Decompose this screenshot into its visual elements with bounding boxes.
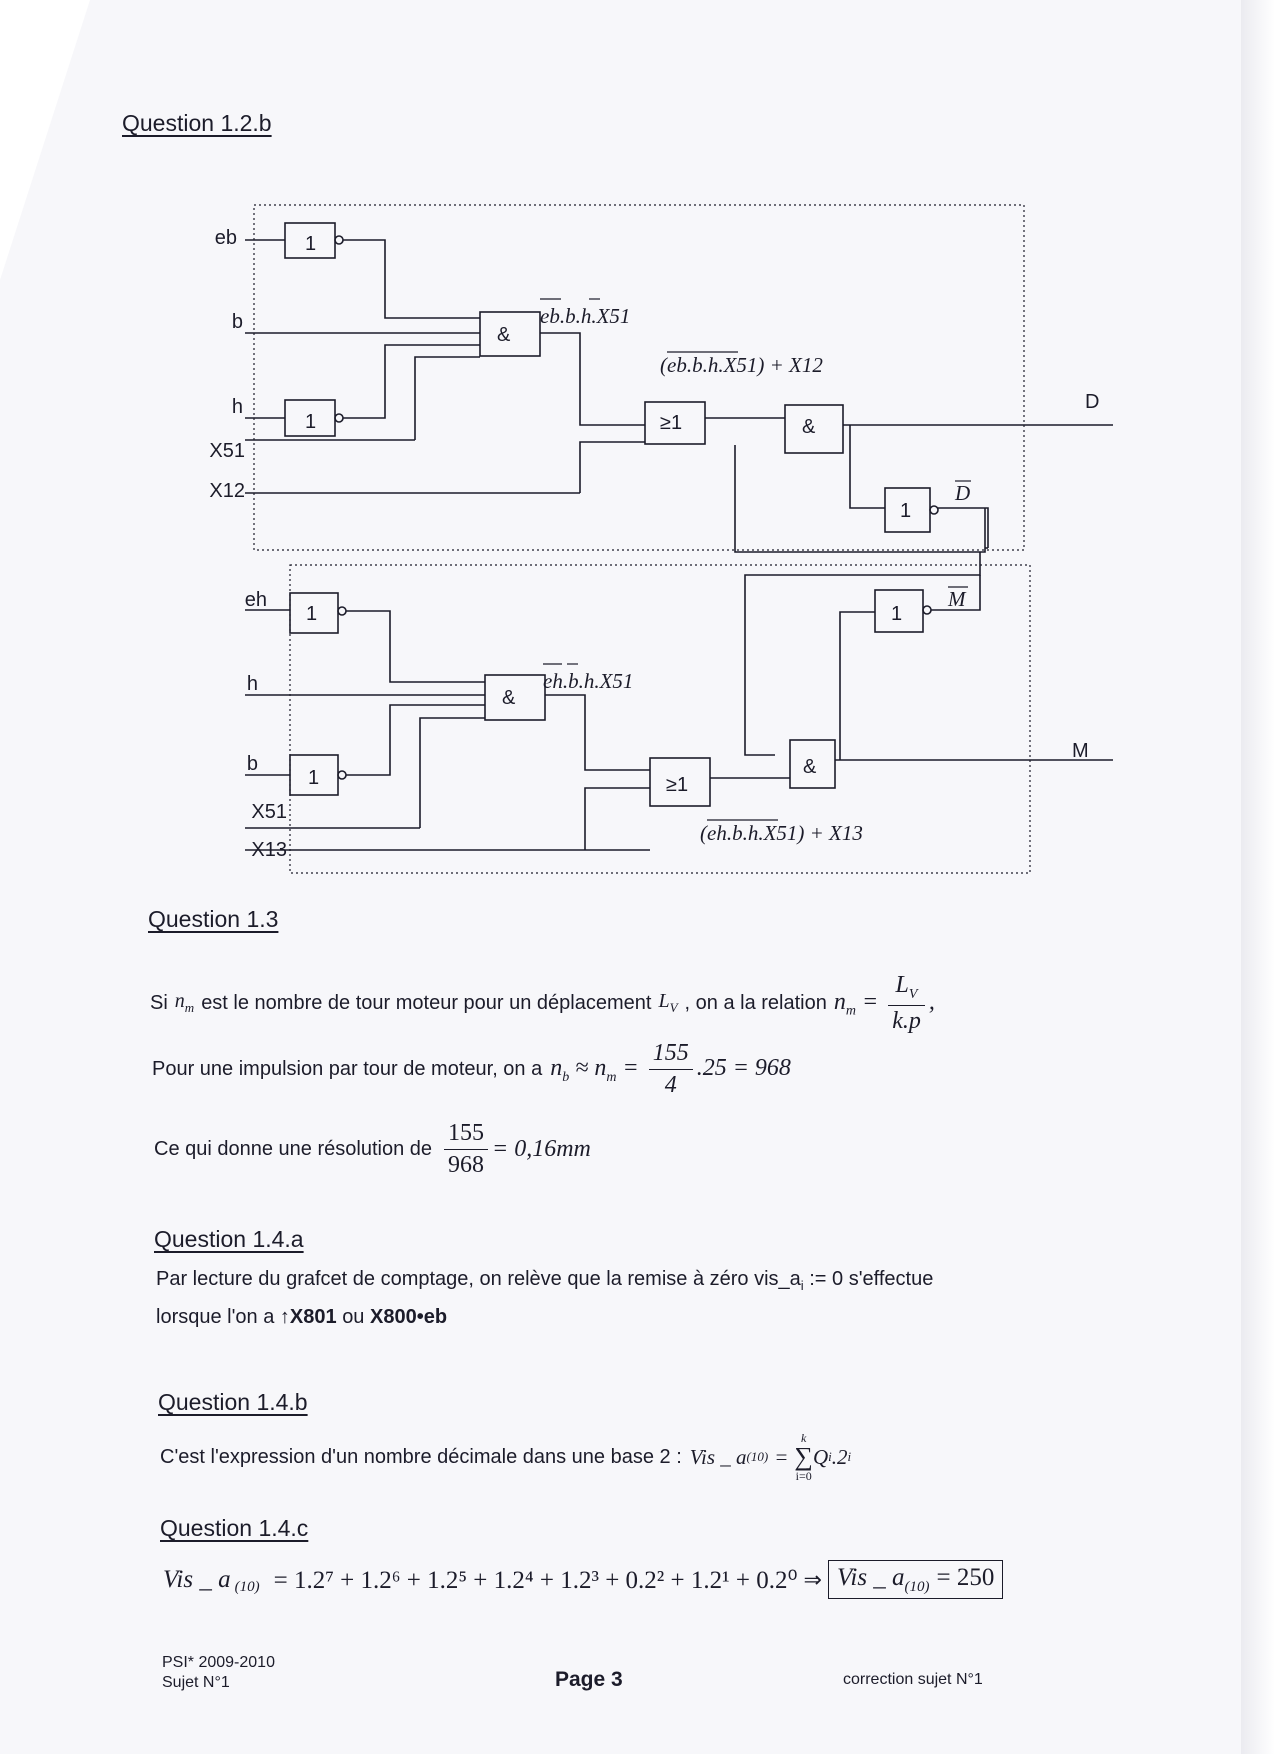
q13-line1-pre: Si	[150, 991, 168, 1014]
q13-line1	[150, 972, 935, 1035]
heading-q14a: Question 1.4.a	[154, 1226, 304, 1252]
not-gate-eb-label: 1	[305, 233, 317, 255]
q13-eq3-fraction: $\frac{155}{968}$	[444, 1120, 488, 1179]
expression-or-1: (eb.b.h.X51) + X12	[660, 353, 823, 377]
not-gate-eh-label: 1	[306, 603, 318, 625]
footer-school: PSI* 2009-2010	[162, 1654, 275, 1671]
q13-line2	[152, 1040, 791, 1099]
not-gate-h-label: 1	[305, 411, 317, 433]
q13-eq3: $\frac{155}{968}$ = 0,16mm	[440, 1120, 591, 1179]
heading-q14b: Question 1.4.b	[158, 1389, 308, 1415]
not-gate-m-label: 1	[891, 603, 903, 625]
q13-line1-mid: est le nombre de tour moteur pour un déplacement	[201, 991, 652, 1014]
q14b-text: C'est l'expression d'un nombre décimale dans une base 2 :	[160, 1445, 682, 1468]
q13-eq1: $n_m$ = $\frac{L_V}{k.p}$ ,	[833, 972, 935, 1034]
output-label-not-m: M	[948, 587, 966, 611]
output-label-d: D	[1085, 391, 1100, 413]
and-gate-3-label: &	[502, 687, 516, 709]
footer-correction: correction sujet N°1	[843, 1671, 983, 1688]
q14a-line2: lorsque l'on a ↑X801 ou X800•eb	[156, 1306, 448, 1328]
output-label-m: M	[1072, 740, 1089, 762]
logic-diagram-m	[245, 552, 1113, 873]
q14b-sum: k ∑ i=0	[794, 1431, 813, 1483]
q13-line3-text: Ce qui donne une résolution de	[154, 1138, 432, 1160]
not-bubble-eh	[338, 607, 346, 615]
heading-q12b: Question 1.2.b	[122, 110, 272, 136]
or-gate-2-label: ≥1	[666, 774, 689, 796]
input-label-h2: h	[246, 673, 258, 695]
diagram-m-frame	[290, 565, 1030, 873]
q13-eq2: $n_b \approx n_m$ = $\frac{155}{4}$ .25 = 968	[550, 1040, 791, 1098]
q14c-result-box: Vis _ $a_{(10)} = 250$	[828, 1560, 1003, 1599]
logic-diagram-d	[245, 205, 1113, 552]
input-label-x51: X51	[209, 440, 245, 462]
not-bubble-eb	[335, 236, 343, 244]
not-gate-d-label: 1	[900, 500, 912, 522]
expression-and-2: eh.b.h.X51	[543, 669, 634, 693]
expression-or-2: (eh.b.h.X51) + X13	[700, 821, 863, 845]
q14a-line1: Par lecture du grafcet de comptage, on relève que la remise à zéro $vis\_a_i$ := 0 s'effectue	[156, 1268, 934, 1293]
footer-subject: Sujet N°1	[162, 1674, 230, 1691]
output-label-not-d: D	[955, 481, 971, 505]
heading-q13: Question 1.3	[148, 906, 279, 932]
q13-line2-text: Pour une impulsion par tour de moteur, on a	[152, 1058, 543, 1080]
q13-eq1-fraction: $\frac{L_V}{k.p}$	[888, 972, 925, 1035]
input-label-b2: b	[246, 753, 258, 775]
not-gate-b-label: 1	[308, 767, 320, 789]
expression-and-1: eb.b.h.X51	[540, 304, 631, 328]
input-label-x13: X13	[251, 839, 287, 861]
and-gate-1-label: &	[497, 324, 511, 346]
input-label-b: b	[231, 311, 243, 333]
and-gate-4-label: &	[803, 756, 817, 778]
q13-var-nm: $n_m$	[174, 990, 195, 1016]
input-label-eb: eb	[214, 227, 237, 249]
or-gate-1-label: ≥1	[660, 412, 683, 434]
rising-edge-icon: ↑	[279, 1306, 290, 1328]
q14b-line	[160, 1432, 851, 1482]
input-label-h: h	[231, 396, 243, 418]
input-label-eh: eh	[244, 589, 267, 611]
not-bubble-m	[923, 606, 931, 614]
q13-line3	[154, 1120, 591, 1179]
diagram-d-frame	[254, 205, 1024, 550]
q14b-formula: Vis _ a (10) = k ∑ i=0 Q i .2 i	[689, 1431, 852, 1483]
not-bubble-b	[338, 771, 346, 779]
input-label-x12: X12	[209, 480, 245, 502]
and-gate-2-label: &	[802, 416, 816, 438]
heading-q14c: Question 1.4.c	[160, 1515, 309, 1541]
input-label-x51-2: X51	[251, 801, 287, 823]
q13-line1-post: , on a la relation	[684, 991, 827, 1014]
q13-eq2-fraction: $\frac{155}{4}$	[649, 1040, 693, 1099]
not-bubble-d	[930, 506, 938, 514]
not-bubble-h	[335, 414, 343, 422]
q13-var-lv: $L_V$	[658, 990, 678, 1016]
footer-page-number: Page 3	[555, 1668, 623, 1691]
q14c-formula: Vis _ a $_{(10)}$ = 1.2⁷ + 1.2⁶ + 1.2⁵ + 1.2⁴ + 1.2³ + 0.2² + 1.2¹ + 0.2⁰ ⇒ Vis _ $a_{(10)} = 250$	[163, 1560, 1003, 1599]
